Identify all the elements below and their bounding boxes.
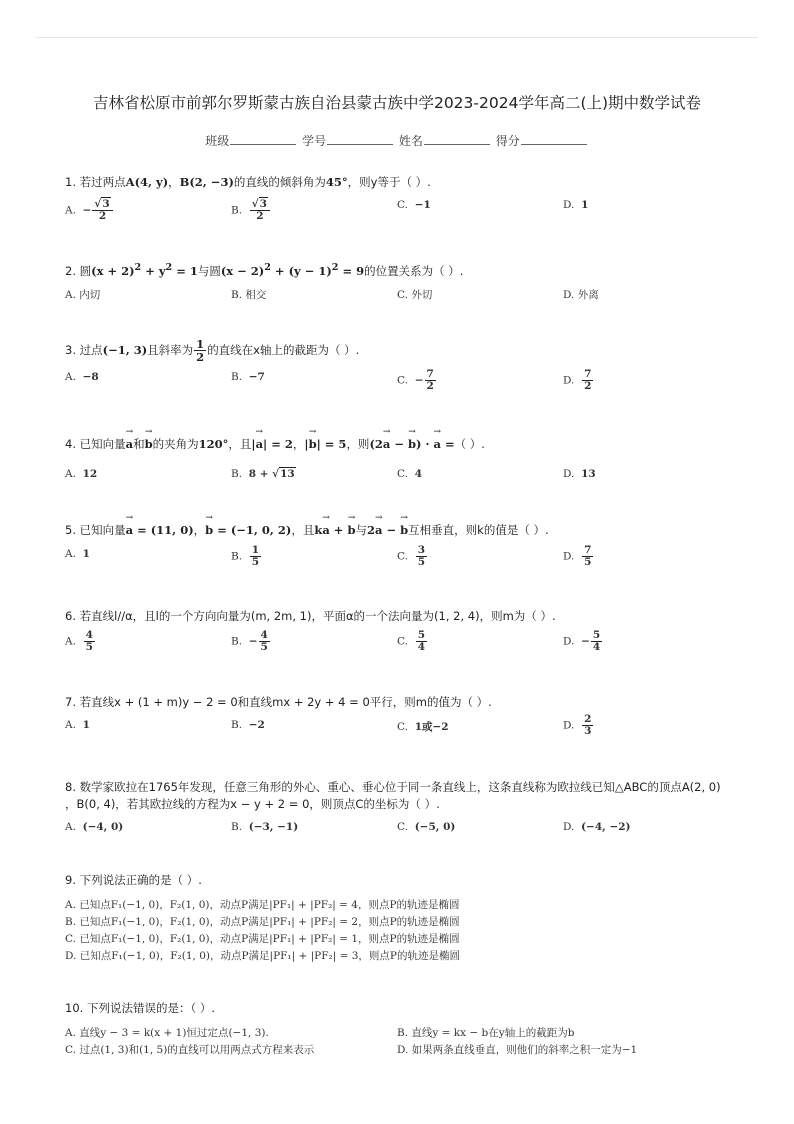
question-1-option-d[interactable]: D. 1 [563,199,589,211]
question-1-stem: 1. 若过两点A(4, y)，B(2, −3)的直线的倾斜角为45°，则y等于（ ）. [65,175,431,189]
question-3-option-a[interactable]: A. −8 [65,371,99,383]
question-4-option-c[interactable]: C. 4 [397,468,422,480]
question-2-option-b[interactable]: B. 相交 [231,289,267,301]
question-2-stem: 2. 圆$(x + 2)^2 + y^2 = 1$与圆$(x - 2)^2 + (y - 1)^2 = 9$的位置关系为（ ）. [65,262,464,278]
question-7-stem: 7. 若直线x + (1 + m)y − 2 = 0和直线mx + 2y + 4 = 0平行，则m的值为（ ）. [65,695,492,709]
question-5-option-b[interactable]: B. $\frac{1}{5}$ [231,544,260,569]
question-7-option-c[interactable]: C. 1或−2 [397,721,449,733]
question-9-option-d[interactable]: D. 已知点F₁(−1, 0)，F₂(1, 0)，动点P满足|PF₁| + |PF₂| = 3，则点P的轨迹是椭圆 [65,950,460,962]
question-3-option-d[interactable]: D. $\frac{7}{2}$ [563,368,592,393]
question-8-option-c[interactable]: C. (−5, 0) [397,821,456,833]
question-4-option-d[interactable]: D. 13 [563,468,596,480]
class-label: 班级 [205,134,230,148]
question-8-option-d[interactable]: D. (−4, −2) [563,821,631,833]
question-8-stem-line-1: 8. 数学家欧拉在1765年发现，任意三角形的外心、重心、垂心位于同一条直线上，这条直线称为欧拉线已知△ABC的顶点A(2, 0) [65,780,721,794]
question-2-option-c[interactable]: C. 外切 [397,289,433,301]
question-5-option-c[interactable]: C. $\frac{3}{5}$ [397,544,425,569]
question-6-option-d[interactable]: D. − $\frac{5}{4}$ [563,629,601,654]
question-7-option-b[interactable]: B. −2 [231,719,265,731]
question-8-stem-line-2: ，B(0, 4)，若其欧拉线的方程为x − y + 2 = 0，则顶点C的坐标为（ ）. [65,797,440,811]
question-6-option-a[interactable]: A. $\frac{4}{5}$ [65,629,93,654]
question-6-option-b[interactable]: B. − $\frac{4}{5}$ [231,629,268,654]
question-10-option-c[interactable]: C. 过点(1, 3)和(1, 5)的直线可以用两点式方程来表示 [65,1044,315,1056]
question-1-option-a[interactable]: A. − $\frac{√3}{2}$ [65,199,114,222]
question-4-option-a[interactable]: A. 12 [65,468,98,480]
question-4-option-b[interactable]: B. 8 + √13 [231,468,295,480]
question-2-option-a[interactable]: A. 内切 [65,289,101,301]
question-5-option-d[interactable]: D. $\frac{7}{5}$ [563,544,592,569]
header-divider [36,37,758,38]
question-3-option-c[interactable]: C. − $\frac{7}{2}$ [397,368,434,393]
question-10-option-b[interactable]: B. 直线y = kx − b在y轴上的截距为b [397,1027,575,1039]
question-1-option-b[interactable]: B. $\frac{√3}{2}$ [231,199,271,222]
question-9-option-a[interactable]: A. 已知点F₁(−1, 0)，F₂(1, 0)，动点P满足|PF₁| + |PF₂| = 4，则点P的轨迹是椭圆 [65,899,460,911]
question-10-option-d[interactable]: D. 如果两条直线垂直，则他们的斜率之积一定为−1 [397,1044,638,1056]
question-9-option-c[interactable]: C. 已知点F₁(−1, 0)，F₂(1, 0)，动点P满足|PF₁| + |PF₂| = 1，则点P的轨迹是椭圆 [65,933,460,945]
question-2-option-d[interactable]: D. 外离 [563,289,599,301]
question-3-stem: 3. 过点(−1, 3)且斜率为 $\frac{1}{2}$ 的直线在x轴上的截距为（ ）. [65,337,360,365]
question-10-stem: 10. 下列说法错误的是：（ ）. [65,1001,216,1015]
question-5-option-a[interactable]: A. 1 [65,548,90,560]
question-10-option-a[interactable]: A. 直线y − 3 = k(x + 1)恒过定点(−1, 3). [65,1027,269,1039]
question-5-stem: 5. 已知向量→ a = (11, 0)，→ b = (−1, 0, 2)，且k→ a + → b与2→ a − → b互相垂直，则k的值是（ ）. [65,522,735,538]
question-1-option-c[interactable]: C. −1 [397,199,431,211]
class-blank[interactable] [230,132,296,145]
student-info-line [0,132,794,149]
name-label: 姓名 [398,134,423,148]
question-6-option-c[interactable]: C. $\frac{5}{4}$ [397,629,425,654]
question-6-stem: 6. 若直线l//α，且l的一个方向向量为(m, 2m, 1)，平面α的一个法向量为(1, 2, 4)，则m为（ ）. [65,609,556,623]
id-blank[interactable] [327,132,393,145]
question-9-option-b[interactable]: B. 已知点F₁(−1, 0)，F₂(1, 0)，动点P满足|PF₁| + |PF₂| = 2，则点P的轨迹是椭圆 [65,916,460,928]
id-label: 学号 [302,134,327,148]
question-4-stem: 4. 已知向量→ a和→ b的夹角为120°，且|→ a| = 2，|→ b| = 5，则(2→ a − → b) · → a =（ ）. [65,436,735,452]
question-7-option-d[interactable]: D. $\frac{2}{3}$ [563,713,592,738]
score-label: 得分 [495,134,520,148]
page-title: 吉林省松原市前郭尔罗斯蒙古族自治县蒙古族中学2023-2024学年高二(上)期中数学试卷 [92,94,702,112]
score-blank[interactable] [521,132,587,145]
name-blank[interactable] [424,132,490,145]
question-7-option-a[interactable]: A. 1 [65,719,90,731]
question-8-option-b[interactable]: B. (−3, −1) [231,821,299,833]
question-8-option-a[interactable]: A. (−4, 0) [65,821,124,833]
question-9-stem: 9. 下列说法正确的是（ ）. [65,873,202,887]
question-3-option-b[interactable]: B. −7 [231,371,265,383]
